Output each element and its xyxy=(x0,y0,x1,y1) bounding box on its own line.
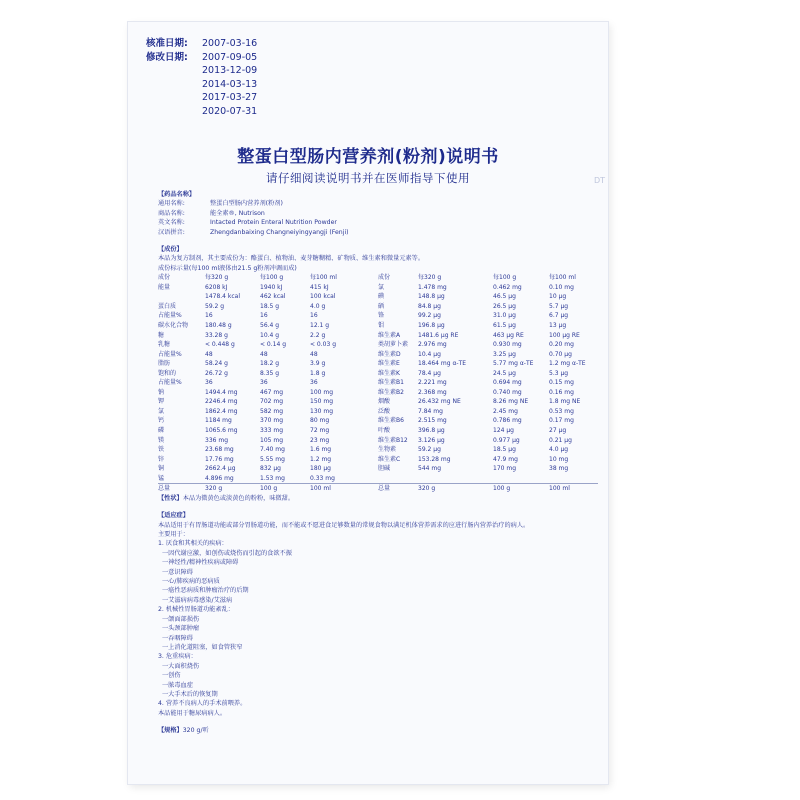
table-cell: 5.55 mg xyxy=(260,455,285,463)
table-cell: 1.8 mg NE xyxy=(549,398,581,406)
table-cell: 16 xyxy=(260,312,268,320)
date-block xyxy=(146,37,257,119)
english-name-label: 英文名称: xyxy=(158,219,185,227)
table-cell: 832 μg xyxy=(260,465,281,473)
table-cell: 26.5 μg xyxy=(493,302,516,310)
table-cell: 叶酸 xyxy=(378,427,391,434)
table-cell: 1.8 g xyxy=(310,369,326,377)
table-row xyxy=(158,331,598,341)
table-cell: 0.10 mg xyxy=(549,283,574,291)
indication-group-title: 3. 危重疾病： xyxy=(158,653,197,661)
indication-item: 一大手术后的恢复期 xyxy=(162,690,218,698)
table-cell: 100 μg RE xyxy=(549,331,580,339)
column-header: 每100 g xyxy=(260,274,284,282)
table-cell: 100 g xyxy=(493,485,511,493)
table-cell: 磷 xyxy=(158,427,165,434)
indication-item: 一创伤 xyxy=(162,672,181,680)
table-cell: 48 xyxy=(205,350,213,358)
table-cell: 10.4 g xyxy=(260,331,280,339)
character-line xyxy=(158,494,598,503)
indication-groups xyxy=(158,539,598,708)
table-cell: 100 ml xyxy=(310,485,331,493)
table-cell: 58.24 g xyxy=(205,360,228,368)
table-cell: 铁 xyxy=(158,446,165,454)
table-cell: 702 mg xyxy=(260,398,284,406)
document-title: 整蛋白型肠内营养剂(粉剂)说明书 xyxy=(237,147,499,167)
table-cell: 100 ml xyxy=(549,485,570,493)
table-cell: 3.9 g xyxy=(310,360,326,368)
table-cell: 4.0 g xyxy=(310,302,326,310)
table-cell: 胆碱 xyxy=(378,465,391,473)
indication-item: 一吞咽障碍 xyxy=(162,634,193,642)
table-cell: 333 mg xyxy=(260,427,284,434)
table-cell: 196.8 μg xyxy=(418,321,445,329)
table-cell: 0.740 mg xyxy=(493,388,522,396)
table-cell: 1.478 mg xyxy=(418,283,447,291)
table-row xyxy=(158,378,598,388)
revision-date: 2013-12-09 xyxy=(202,65,258,77)
totals-row xyxy=(158,484,598,494)
pinyin-name-value: Zhengdanbaixing Changneiyingyangji (Fenji) xyxy=(210,228,349,236)
table-row xyxy=(158,321,598,331)
table-cell: 61.5 μg xyxy=(493,321,516,329)
table-cell: 56.4 g xyxy=(260,321,280,329)
table-cell: 10 μg xyxy=(549,293,567,301)
character-header: 【性状】 xyxy=(158,494,183,502)
table-cell xyxy=(158,292,205,302)
table-row xyxy=(158,426,598,436)
table-cell: 582 mg xyxy=(260,407,284,415)
column-header: 每320 g xyxy=(418,274,442,282)
table-cell: 1065.6 mg xyxy=(205,427,238,434)
table-cell: 铬 xyxy=(378,312,385,320)
table-row xyxy=(158,388,598,398)
table-cell: 1862.4 mg xyxy=(205,407,238,415)
table-row xyxy=(158,292,598,302)
indications-intro: 本品适用于有胃肠道功能或部分胃肠道功能，而不能或不愿进食足够数量的常规食物以满足机体营养需求的应进行肠内营养治疗的病人。 xyxy=(158,521,530,529)
table-cell: 105 mg xyxy=(260,436,284,444)
table-cell: 13 μg xyxy=(549,321,567,329)
table-cell: 47.9 mg xyxy=(493,455,518,463)
indication-item: 一脓毒血症 xyxy=(162,681,193,689)
table-cell: 6.7 μg xyxy=(549,312,569,320)
generic-name-line xyxy=(158,199,598,208)
table-cell: 8.35 g xyxy=(260,369,280,377)
table-row xyxy=(158,416,598,426)
nutrition-rows xyxy=(158,283,598,483)
table-cell: 16 xyxy=(310,312,318,320)
table-cell: 乳糖 xyxy=(158,341,171,349)
composition-intro: 本品为复方制剂，其主要成份为：酪蛋白、植物油、麦芽糖糊精、矿物质、维生素和微量元素等。 xyxy=(158,255,425,263)
totals-row-table xyxy=(158,484,598,494)
table-cell: 2.2 g xyxy=(310,331,326,339)
table-header-row xyxy=(158,273,598,283)
table-cell: 氯 xyxy=(158,407,165,415)
indications-header: 【适应症】 xyxy=(158,512,189,520)
indication-item: 一颌面部损伤 xyxy=(162,615,200,623)
stamp-mark: DT xyxy=(594,176,606,185)
table-cell: 38 mg xyxy=(549,465,569,473)
table-cell: 碳水化合物 xyxy=(158,321,189,329)
indication-group-title: 2. 机械性胃肠道功能紊乱： xyxy=(158,606,234,614)
table-cell: 总量 xyxy=(158,485,171,493)
indication-item: 一心/肺疾病的恶病质 xyxy=(162,578,220,586)
table-cell: 0.977 μg xyxy=(493,436,520,444)
table-cell: 0.21 μg xyxy=(549,436,572,444)
table-cell: 占能量% xyxy=(158,350,182,358)
trade-name-value: 能全素®, Nutrison xyxy=(210,209,265,217)
table-cell: 2.515 mg xyxy=(418,417,447,425)
table-cell: 59.2 g xyxy=(205,302,225,310)
table-cell: 23 mg xyxy=(310,436,330,444)
table-cell: 维生素A xyxy=(378,331,401,339)
table-cell: 锰 xyxy=(158,474,165,482)
table-cell: 1.6 mg xyxy=(310,446,332,454)
table-row xyxy=(158,340,598,350)
revision-date: 2007-09-05 xyxy=(202,51,258,63)
table-cell: 153.28 mg xyxy=(418,455,451,463)
table-cell: 59.2 μg xyxy=(418,446,441,454)
table-cell: < 0.448 g xyxy=(205,341,235,349)
table-cell: 3.25 μg xyxy=(493,350,516,358)
table-cell: 5.7 μg xyxy=(549,302,569,310)
table-cell xyxy=(549,474,598,484)
table-cell: 6208 kJ xyxy=(205,283,228,291)
indications-sub-intro: 主要用于： xyxy=(158,531,189,539)
english-name-value: Intacted Protein Enteral Nutrition Powder xyxy=(210,219,337,227)
table-cell: 0.20 mg xyxy=(549,341,574,349)
table-cell: 维生素D xyxy=(378,350,401,358)
table-cell: 维生素B12 xyxy=(378,436,408,444)
table-cell: 4.0 μg xyxy=(549,446,569,454)
table-cell: 320 g xyxy=(205,485,223,493)
table-cell: 100 g xyxy=(260,485,278,493)
table-cell: 48 xyxy=(260,350,268,358)
table-cell: 100 mg xyxy=(310,388,334,396)
table-cell: 硒 xyxy=(378,302,385,310)
table-row xyxy=(158,397,598,407)
table-cell: 150 mg xyxy=(310,398,334,406)
table-row xyxy=(158,436,598,446)
table-cell: 180.48 g xyxy=(205,321,232,329)
table-cell: < 0.14 g xyxy=(260,341,287,349)
table-cell xyxy=(378,474,418,484)
character-text: 本品为微黄色或淡黄色的粉粉，味微甜。 xyxy=(182,494,295,502)
table-cell: 0.15 mg xyxy=(549,379,574,387)
table-cell: 33.28 g xyxy=(205,331,228,339)
indication-item: 一头颈部肿瘤 xyxy=(162,625,200,633)
table-cell: 铜 xyxy=(158,465,165,473)
table-cell: 1184 mg xyxy=(205,417,232,425)
table-cell: 0.70 μg xyxy=(549,350,572,358)
table-cell: 99.2 μg xyxy=(418,312,441,320)
document-subtitle: 请仔细阅读说明书并在医师指导下使用 xyxy=(266,171,470,185)
table-cell: 1.2 mg xyxy=(310,455,332,463)
table-cell: 泛酸 xyxy=(378,407,391,415)
table-cell: 18.5 μg xyxy=(493,446,516,454)
column-header: 每100 ml xyxy=(310,274,337,282)
table-cell: 占能量% xyxy=(158,312,182,320)
table-cell: 碘 xyxy=(378,293,385,301)
table-cell: 2.221 mg xyxy=(418,379,447,387)
table-cell: 48 xyxy=(310,350,318,358)
table-cell: 124 μg xyxy=(493,427,514,434)
indication-group-title: 4. 营养不良病人的手术前喂养。 xyxy=(158,700,247,708)
indication-item: 一神经性/精神性疾病或障碍 xyxy=(162,559,239,567)
table-row xyxy=(158,311,598,321)
revision-date: 2014-03-13 xyxy=(202,78,258,90)
table-cell: 维生素C xyxy=(378,455,401,463)
table-cell: 总量 xyxy=(378,485,391,493)
table-cell: 336 mg xyxy=(205,436,229,444)
table-cell: 1940 kJ xyxy=(260,283,283,291)
nutrition-table xyxy=(158,273,598,483)
table-cell: 320 g xyxy=(418,485,436,493)
table-cell: 17.76 mg xyxy=(205,455,234,463)
table-cell: 镁 xyxy=(158,436,165,444)
indication-item: 一艾滋病病毒感染/艾滋病 xyxy=(162,596,233,604)
table-row xyxy=(158,455,598,465)
table-cell: 脂肪 xyxy=(158,360,171,368)
trade-name-label: 商品名称: xyxy=(158,209,185,217)
table-cell: 维生素K xyxy=(378,369,400,377)
column-header: 成份 xyxy=(378,274,391,282)
table-cell: 7.40 mg xyxy=(260,446,285,454)
table-cell: 1481.6 μg RE xyxy=(418,331,459,339)
pinyin-name-line xyxy=(158,228,598,237)
table-cell: 0.930 mg xyxy=(493,341,522,349)
composition-header: 【成份】 xyxy=(158,246,183,254)
english-name-line xyxy=(158,218,598,227)
table-cell: 蛋白质 xyxy=(158,302,177,310)
indication-item: 一因代谢应激，如创伤或烧伤而引起的食欲不振 xyxy=(162,549,292,557)
table-cell: 26.432 mg NE xyxy=(418,398,461,406)
indication-item: 一癌性恶病质和肿瘤治疗的后期 xyxy=(162,587,249,595)
table-cell: 467 mg xyxy=(260,388,284,396)
column-header: 成份 xyxy=(158,274,171,282)
table-cell: 0.694 mg xyxy=(493,379,522,387)
table-cell: 4.896 mg xyxy=(205,474,234,482)
table-cell: 36 xyxy=(205,379,213,387)
indication-group-title: 1. 厌食和其相关的疾病： xyxy=(158,540,228,548)
table-cell: 0.786 mg xyxy=(493,417,522,425)
table-cell: 370 mg xyxy=(260,417,284,425)
leaflet-page xyxy=(128,22,608,784)
leaflet-body xyxy=(158,190,598,736)
pinyin-name-label: 汉语拼音: xyxy=(158,228,185,236)
table-cell xyxy=(418,474,493,484)
approval-date: 2007-03-16 xyxy=(202,38,258,49)
approval-date-label: 核准日期: xyxy=(146,38,188,49)
table-cell: 544 mg xyxy=(418,465,442,473)
table-row xyxy=(158,350,598,360)
table-cell: 5.3 μg xyxy=(549,369,569,377)
indication-item: 一上消化道阻塞，如食管狭窄 xyxy=(162,643,243,651)
table-cell: 钼 xyxy=(378,321,385,329)
table-cell: 148.8 μg xyxy=(418,293,445,301)
table-cell: 维生素B6 xyxy=(378,417,404,425)
table-cell: 类胡萝卜素 xyxy=(378,341,409,349)
generic-name-value: 整蛋白型肠内营养剂(粉剂) xyxy=(210,200,283,208)
table-cell: 维生素E xyxy=(378,360,400,368)
table-cell: 100 kcal xyxy=(310,293,336,301)
indication-item: 一大面积烧伤 xyxy=(162,662,200,670)
table-cell: 170 mg xyxy=(493,465,517,473)
column-header: 每320 g xyxy=(205,274,229,282)
revision-date: 2017-03-27 xyxy=(202,92,258,104)
table-cell: 锌 xyxy=(158,455,165,463)
revision-date: 2020-07-31 xyxy=(202,105,258,117)
table-cell: 78.4 μg xyxy=(418,369,441,377)
table-cell: 钠 xyxy=(158,388,165,396)
table-cell: < 0.03 g xyxy=(310,341,337,349)
table-row xyxy=(158,474,598,484)
table-cell xyxy=(493,474,549,484)
spec-value: 320 g/听 xyxy=(182,727,209,735)
table-row xyxy=(158,464,598,474)
table-cell: 5.77 mg α-TE xyxy=(493,360,534,368)
revision-date-label: 修改日期: xyxy=(146,51,188,63)
table-cell: 462 kcal xyxy=(260,293,286,301)
table-cell: 36 xyxy=(310,379,318,387)
table-cell: 8.26 mg NE xyxy=(493,398,529,406)
table-cell: 23.68 mg xyxy=(205,446,234,454)
table-cell: 46.5 μg xyxy=(493,293,516,301)
spec-header: 【规格】 xyxy=(158,727,183,735)
drug-name-header: 【药品名称】 xyxy=(158,191,196,198)
table-cell: 钾 xyxy=(158,398,165,406)
table-cell: 27 μg xyxy=(549,427,567,434)
table-cell: 10 mg xyxy=(549,455,569,463)
table-cell: 0.53 mg xyxy=(549,407,574,415)
spec-line xyxy=(158,726,598,735)
table-row xyxy=(158,369,598,379)
table-row xyxy=(158,359,598,369)
table-cell: 0.16 mg xyxy=(549,388,574,396)
table-cell: 3.126 μg xyxy=(418,436,445,444)
table-cell: 生物素 xyxy=(378,446,397,454)
table-row xyxy=(158,445,598,455)
table-cell: 18.5 g xyxy=(260,302,280,310)
table-cell: 18.464 mg α-TE xyxy=(418,360,467,368)
table-cell: 维生素B2 xyxy=(378,388,404,396)
table-cell: 130 mg xyxy=(310,407,334,415)
table-cell: 80 mg xyxy=(310,417,330,425)
table-cell: 维生素B1 xyxy=(378,379,404,387)
table-cell: 能量 xyxy=(158,283,171,291)
indication-item: 一意识障碍 xyxy=(162,568,193,576)
table-row xyxy=(158,407,598,417)
table-cell: 72 mg xyxy=(310,427,330,434)
table-row xyxy=(158,302,598,312)
table-cell: 2.976 mg xyxy=(418,341,447,349)
indications-closing: 本品能用于糖尿病病人。 xyxy=(158,709,227,717)
table-cell: 1.53 mg xyxy=(260,474,285,482)
table-cell: 0.462 mg xyxy=(493,283,522,291)
table-cell: 1478.4 kcal xyxy=(205,293,241,301)
table-cell: 84.8 μg xyxy=(418,302,441,310)
table-cell: 180 μg xyxy=(310,465,331,473)
table-cell: 烟酸 xyxy=(378,398,391,406)
trade-name-line xyxy=(158,209,598,218)
composition-note: 成份标示量(每100 ml液体由21.5 g粉剂冲调而成) xyxy=(158,264,297,272)
table-cell: 12.1 g xyxy=(310,321,330,329)
table-cell: 2.45 mg xyxy=(493,407,518,415)
table-cell: 饱和的 xyxy=(158,369,177,377)
table-cell: 36 xyxy=(260,379,268,387)
table-cell: 463 μg RE xyxy=(493,331,524,339)
table-cell: 16 xyxy=(205,312,213,320)
table-cell: 钙 xyxy=(158,417,165,425)
column-header: 每100 g xyxy=(493,274,517,282)
table-cell: 7.84 mg xyxy=(418,407,443,415)
table-cell: 0.17 mg xyxy=(549,417,574,425)
table-cell: 26.72 g xyxy=(205,369,228,377)
generic-name-label: 通用名称: xyxy=(158,200,185,208)
table-cell: 2662.4 μg xyxy=(205,465,236,473)
table-cell: 31.0 μg xyxy=(493,312,516,320)
table-cell: 糖 xyxy=(158,331,165,339)
table-cell: 415 kJ xyxy=(310,283,329,291)
table-cell: 24.5 μg xyxy=(493,369,516,377)
table-cell: 1.2 mg α-TE xyxy=(549,360,586,368)
table-cell: 0.33 mg xyxy=(310,474,335,482)
table-cell: 1494.4 mg xyxy=(205,388,238,396)
table-row xyxy=(158,283,598,293)
table-cell: 18.2 g xyxy=(260,360,280,368)
table-cell: 10.4 μg xyxy=(418,350,441,358)
column-header: 每100 ml xyxy=(549,274,576,282)
table-cell: 氯 xyxy=(378,283,385,291)
table-cell: 2246.4 mg xyxy=(205,398,238,406)
table-cell: 2.368 mg xyxy=(418,388,447,396)
table-cell: 占能量% xyxy=(158,379,182,387)
table-cell: 396.8 μg xyxy=(418,427,445,434)
